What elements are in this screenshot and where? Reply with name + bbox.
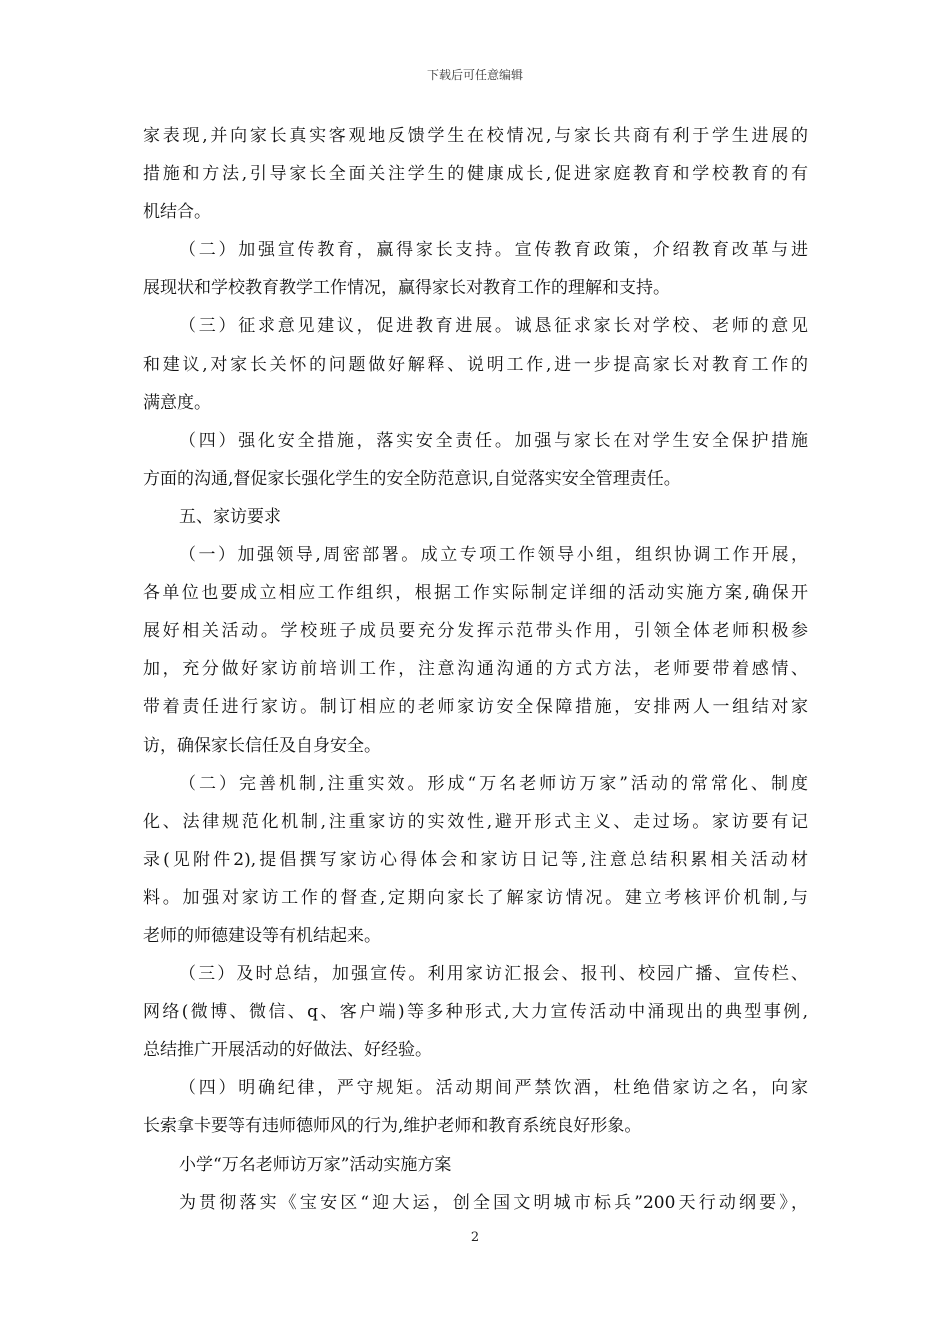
text-line: 措施和方法,引导家长全面关注学生的健康成长,促进家庭教育和学校教育的有	[143, 164, 808, 185]
text-line: 化、法律规范化机制,注重家访的实效性,避开形式主义、走过场。家访要有记	[143, 811, 808, 832]
text-line: 网络(微博、微信、q、客户端)等多种形式,大力宣传活动中涌现出的典型事例,	[143, 1002, 808, 1023]
text-line: （三）征求意见建议，促进教育进展。诚恳征求家长对学校、老师的意见	[179, 316, 808, 337]
text-line: 老师的师德建设等有机结起来。	[143, 925, 381, 946]
text-line: 方面的沟通,督促家长强化学生的安全防范意识,自觉落实安全管理责任。	[143, 468, 681, 489]
section-heading: 五、家访要求	[179, 506, 281, 527]
section-title: 小学“万名老师访万家”活动实施方案	[179, 1154, 452, 1175]
text-line: （三）及时总结，加强宣传。利用家访汇报会、报刊、校园广播、宣传栏、	[179, 964, 808, 985]
text-line: 展现状和学校教育教学工作情况，赢得家长对教育工作的理解和支持。	[143, 278, 670, 299]
text-line: 和建议,对家长关怀的问题做好解释、说明工作,进一步提高家长对教育工作的	[143, 354, 808, 375]
text-line: （四）明确纪律，严守规矩。活动期间严禁饮酒，杜绝借家访之名，向家	[179, 1078, 808, 1099]
text-line: 为贯彻落实《宝安区“迎大运，创全国文明城市标兵”200天行动纲要》，	[179, 1192, 808, 1213]
text-line: （四）强化安全措施，落实安全责任。加强与家长在对学生安全保护措施	[179, 430, 808, 451]
text-line: 机结合。	[143, 202, 211, 223]
text-line: 录(见附件2),提倡撰写家访心得体会和家访日记等,注意总结积累相关活动材	[143, 849, 808, 870]
page-number: 2	[470, 1230, 480, 1245]
text-line: 加，充分做好家访前培训工作，注意沟通沟通的方式方法，老师要带着感情、	[143, 659, 808, 680]
text-line: 带着责任进行家访。制订相应的老师家访安全保障措施，安排两人一组结对家	[143, 697, 808, 718]
document-body	[143, 117, 808, 1222]
text-line: 长索拿卡要等有违师德师风的行为,维护老师和教育系统良好形象。	[143, 1116, 642, 1137]
text-line: （二）加强宣传教育，赢得家长支持。宣传教育政策，介绍教育改革与进	[179, 240, 808, 261]
page-header: 下载后可任意编辑	[426, 68, 523, 82]
text-line: 家表现,并向家长真实客观地反馈学生在校情况,与家长共商有利于学生进展的	[143, 126, 808, 146]
text-line: 料。加强对家访工作的督查,定期向家长了解家访情况。建立考核评价机制,与	[143, 887, 808, 908]
text-line: （二）完善机制,注重实效。形成“万名老师访万家”活动的常常化、制度	[179, 773, 808, 794]
text-line: 各单位也要成立相应工作组织，根据工作实际制定详细的活动实施方案,确保开	[143, 583, 808, 604]
text-line: 总结推广开展活动的好做法、好经验。	[143, 1040, 432, 1061]
text-line: 访，确保家长信任及自身安全。	[143, 735, 381, 756]
text-line: （一）加强领导,周密部署。成立专项工作领导小组，组织协调工作开展，	[179, 545, 808, 566]
text-line: 满意度。	[143, 392, 211, 413]
text-line: 展好相关活动。学校班子成员要充分发挥示范带头作用，引领全体老师积极参	[143, 621, 808, 642]
